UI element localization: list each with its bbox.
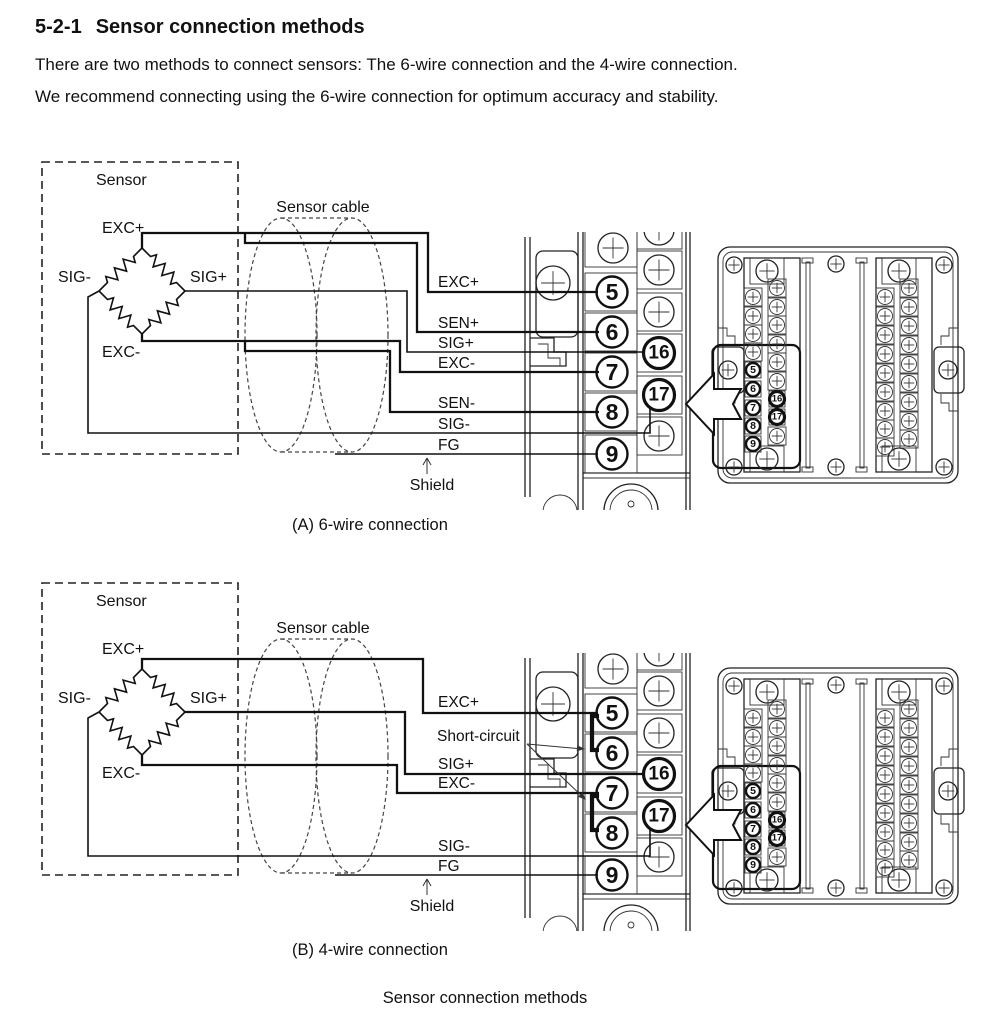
figure-a <box>42 162 964 538</box>
figure-caption: Sensor connection methods <box>382 989 588 1007</box>
wire-label-sen-plus: SEN+ <box>438 315 479 332</box>
wire-label-fg: FG <box>438 858 460 875</box>
wire-label-sig-minus: SIG- <box>438 416 470 433</box>
shield-label: Shield <box>409 898 455 915</box>
wire-label-exc-plus: EXC+ <box>438 274 479 291</box>
short-circuit-label: Short-circuit <box>437 728 520 745</box>
sensor-unit <box>42 162 388 454</box>
wire-label-sig-plus: SIG+ <box>438 335 474 352</box>
wire-label-sig-minus: SIG- <box>438 838 470 855</box>
wire-label-sen-minus: SEN- <box>438 395 476 412</box>
figure-b <box>42 583 964 959</box>
wire-sen-plus <box>245 233 599 332</box>
zoom-arrow <box>686 795 741 855</box>
section-number: 5-2-1 <box>35 16 82 38</box>
rear-panel <box>712 247 964 483</box>
terminal-strip-side <box>525 211 690 538</box>
rear-panel <box>712 668 964 904</box>
wire-sig-plus <box>185 291 645 352</box>
wire-label-sig-plus: SIG+ <box>438 756 474 773</box>
shield-label: Shield <box>409 477 455 494</box>
shield-arrowhead <box>427 458 431 465</box>
leader-arrowhead <box>577 745 585 751</box>
zoom-arrow <box>686 374 741 434</box>
shield-arrowhead <box>423 879 427 886</box>
caption-a: (A) 6-wire connection <box>292 516 448 534</box>
terminal-strip-side <box>525 632 690 959</box>
wire-label-exc-plus: EXC+ <box>438 694 479 711</box>
sensor-unit <box>42 583 388 875</box>
shield-arrowhead <box>427 879 431 886</box>
shield-arrowhead <box>423 458 427 465</box>
wire-label-exc-minus: EXC- <box>438 355 476 372</box>
section-title: Sensor connection methods <box>95 16 365 38</box>
body-paragraph: There are two methods to connect sensors: The 6-wire connection and the 4-wire connection. <box>35 55 738 74</box>
body-paragraph: We recommend connecting using the 6-wire connection for optimum accuracy and stability. <box>35 87 719 106</box>
short-circuit-leader <box>527 744 584 798</box>
caption-b: (B) 4-wire connection <box>292 941 448 959</box>
wire-label-fg: FG <box>438 437 460 454</box>
wire-label-exc-minus: EXC- <box>438 775 476 792</box>
